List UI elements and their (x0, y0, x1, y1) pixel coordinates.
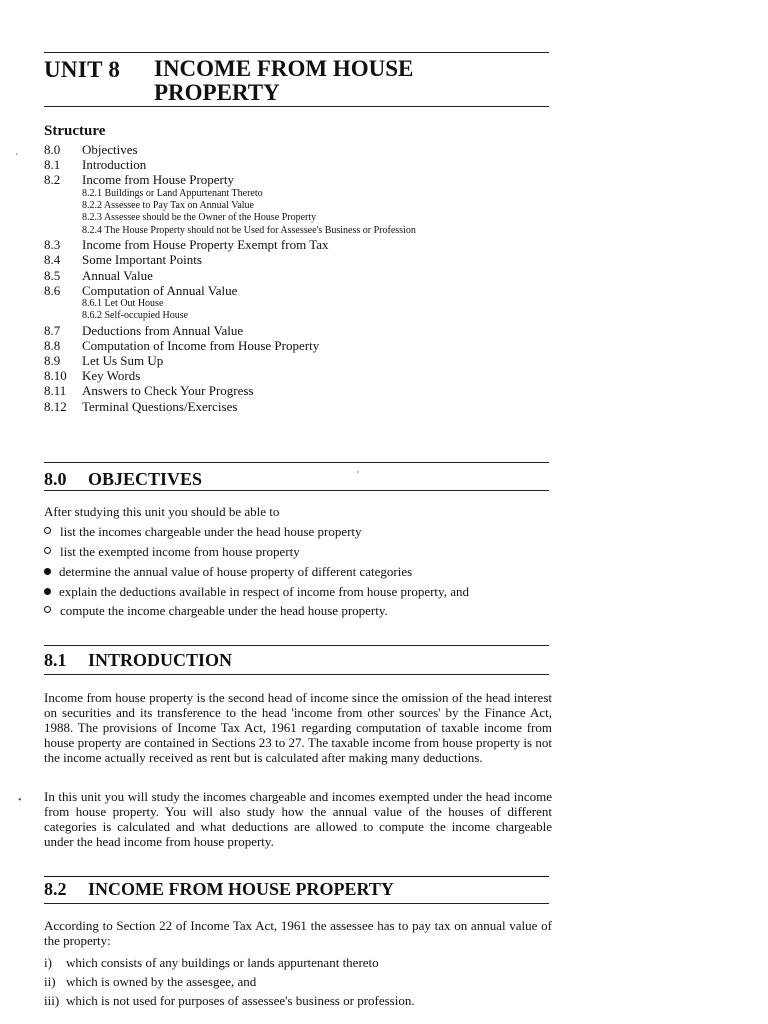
introduction-heading (44, 650, 232, 671)
unit-title-line2: PROPERTY (154, 80, 280, 105)
ring-bullet-icon (44, 547, 51, 554)
table-of-contents (44, 142, 564, 414)
ring-bullet-icon (44, 606, 51, 613)
objective-bullet (44, 544, 300, 559)
toc-item (44, 399, 564, 414)
section-number: 8.0 (44, 469, 67, 489)
toc-num: 8.12 (44, 398, 67, 414)
toc-item (44, 283, 564, 298)
introduction-bottom-rule (44, 674, 549, 675)
condition-item (44, 955, 379, 970)
toc-text: Income from House Property Exempt from Tax (82, 237, 329, 253)
section-title: OBJECTIVES (88, 469, 203, 489)
objective-text: compute the income chargeable under the head house property. (60, 603, 388, 618)
income-section-heading (44, 879, 394, 900)
unit-title-line1: INCOME FROM HOUSE (154, 56, 414, 81)
objective-bullet (44, 603, 388, 618)
toc-item (44, 157, 564, 172)
objectives-bottom-rule (44, 490, 549, 491)
toc-num: 8.1 (44, 157, 61, 173)
toc-text: Some Important Points (82, 252, 202, 268)
introduction-paragraph-1: Income from house property is the second head of income since the omission of the head interest on securities and its transference to the head 'income from other sources' by the Finance Act, 1988. The provisions of Income Tax Act, 1961 regarding computation of taxable income from house property are contained in Sections 23 to 27. The taxable income from house property is not the income actually received as rent but is calculated after making many deductions. (44, 690, 552, 765)
header-bottom-rule (44, 106, 549, 107)
toc-text: Income from House Property (82, 172, 234, 188)
income-section-top-rule (44, 876, 549, 877)
toc-subtext: 8.2.2 Assessee to Pay Tax on Annual Value (82, 199, 254, 211)
toc-subtext: 8.6.1 Let Out House (82, 297, 164, 309)
toc-num: 8.0 (44, 142, 61, 157)
toc-item (44, 353, 564, 368)
scan-speck: ' (16, 152, 18, 163)
toc-item (44, 383, 564, 398)
toc-num: 8.11 (44, 383, 67, 399)
section-number: 8.1 (44, 650, 67, 670)
toc-num: 8.8 (44, 337, 61, 353)
ring-bullet-icon (44, 527, 51, 534)
toc-text: Introduction (82, 157, 147, 173)
objective-bullet (44, 564, 412, 579)
toc-text: Computation of Annual Value (82, 282, 238, 298)
toc-text: Computation of Income from House Property (82, 337, 320, 353)
toc-num: 8.6 (44, 282, 61, 298)
unit-label: UNIT 8 (44, 57, 121, 82)
toc-item (44, 323, 564, 338)
scan-speck: ' (357, 470, 359, 481)
section-number: 8.2 (44, 879, 67, 899)
toc-num: 8.4 (44, 252, 61, 268)
toc-subtext: 8.2.1 Buildings or Land Appurtenant Thereto (82, 187, 263, 199)
objective-text: list the exempted income from house property (60, 544, 300, 559)
section-title: INCOME FROM HOUSE PROPERTY (88, 879, 394, 899)
toc-item (44, 252, 564, 267)
toc-subtext: 8.2.4 The House Property should not be Used for Assessee's Business or Profession (82, 224, 416, 236)
top-rule (44, 52, 549, 53)
objective-text: determine the annual value of house property of different categories (59, 564, 413, 579)
condition-item (44, 993, 415, 1008)
toc-subitem (44, 188, 564, 200)
objectives-top-rule (44, 462, 549, 463)
toc-num: 8.2 (44, 172, 61, 188)
condition-label: i) (44, 955, 52, 970)
toc-num: 8.9 (44, 353, 61, 369)
toc-item (44, 368, 564, 383)
objective-bullet (44, 524, 362, 539)
introduction-top-rule (44, 645, 549, 646)
objective-text: explain the deductions available in respect of income from house property, and (59, 584, 469, 599)
introduction-paragraph-2: In this unit you will study the incomes chargeable and incomes exempted under the head income from house property. You will also study how the annual value of the houses of different categories is calculated and what deductions are allowed to compute the income chargeable under the head income from house property. (44, 789, 552, 849)
scan-speck: • (18, 795, 22, 806)
condition-item (44, 974, 256, 989)
toc-item (44, 172, 564, 187)
toc-item (44, 268, 564, 283)
toc-subitem (44, 310, 564, 322)
toc-item (44, 237, 564, 252)
toc-subtext: 8.6.2 Self-occupied House (82, 310, 189, 322)
toc-subtext: 8.2.3 Assessee should be the Owner of the House Property (82, 212, 317, 224)
toc-text: Answers to Check Your Progress (82, 383, 254, 399)
toc-text: Let Us Sum Up (82, 353, 164, 369)
condition-label: iii) (44, 993, 60, 1008)
toc-subitem (44, 212, 564, 224)
toc-text: Annual Value (82, 267, 153, 283)
toc-text: Deductions from Annual Value (82, 322, 244, 338)
dot-bullet-icon (44, 568, 51, 575)
toc-item (44, 338, 564, 353)
condition-text: which consists of any buildings or lands appurtenant thereto (66, 955, 379, 970)
toc-num: 8.3 (44, 237, 61, 253)
income-section-intro: According to Section 22 of Income Tax Act, 1961 the assessee has to pay tax on annual value of the property: (44, 918, 552, 948)
toc-item (44, 142, 564, 157)
toc-subitem (44, 298, 564, 310)
toc-text: Key Words (82, 368, 141, 384)
toc-text: Terminal Questions/Exercises (82, 398, 238, 414)
structure-heading: Structure (44, 123, 106, 139)
toc-num: 8.7 (44, 322, 61, 338)
condition-text: which is owned by the assesgee, and (66, 974, 257, 989)
toc-subitem (44, 225, 564, 237)
income-section-bottom-rule (44, 903, 549, 904)
toc-subitem (44, 200, 564, 212)
objective-text: list the incomes chargeable under the head house property (60, 524, 362, 539)
toc-text: Objectives (82, 142, 138, 157)
condition-text: which is not used for purposes of assessee's business or profession. (66, 993, 415, 1008)
objective-bullet (44, 584, 469, 599)
dot-bullet-icon (44, 588, 51, 595)
toc-num: 8.10 (44, 368, 67, 384)
condition-label: ii) (44, 974, 56, 989)
objectives-heading (44, 469, 202, 490)
unit-title (154, 57, 574, 105)
section-title: INTRODUCTION (88, 650, 233, 670)
toc-num: 8.5 (44, 267, 61, 283)
objectives-intro: After studying this unit you should be able to (44, 504, 280, 519)
